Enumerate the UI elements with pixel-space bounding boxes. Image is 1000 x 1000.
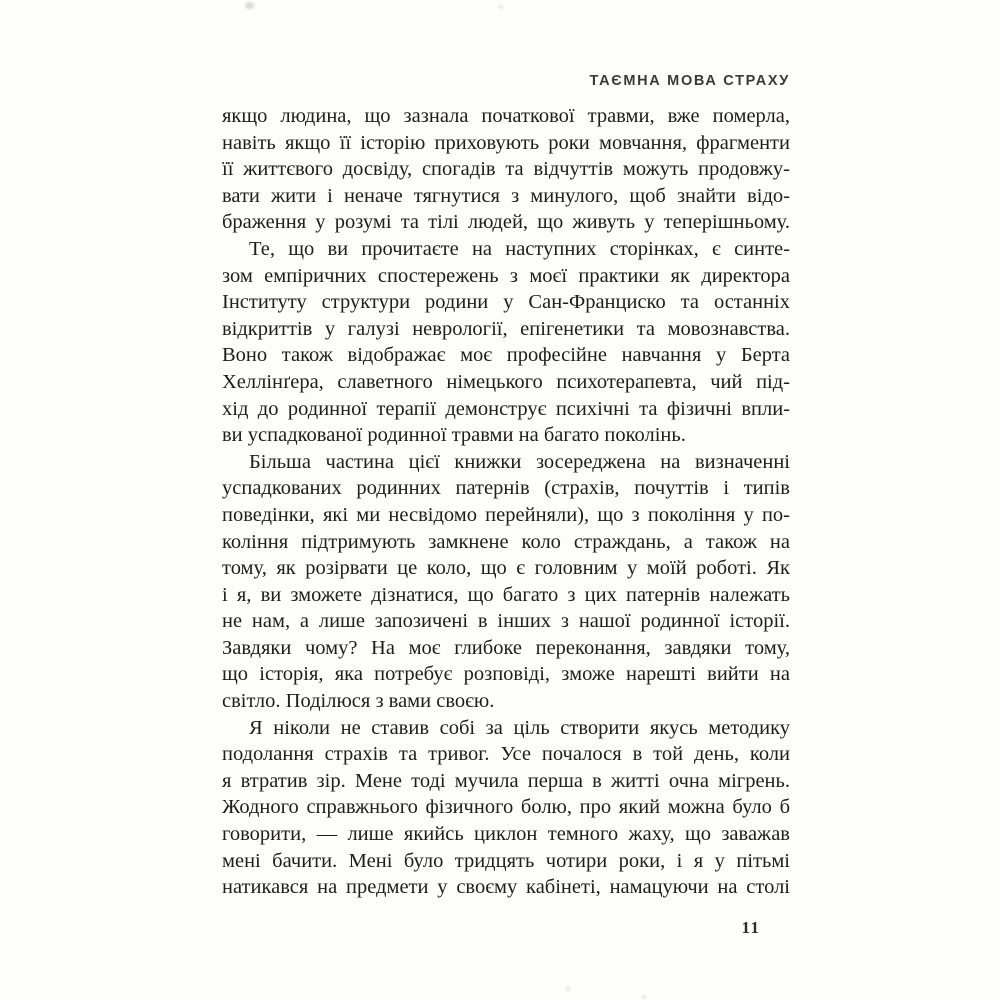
text-line: Хеллінґера, славетного німецького психотерапевта, чий під- [222, 370, 790, 393]
text-line: вати жити і неначе тягнутися з минулого, щоб знайти відо- [222, 184, 790, 207]
text-line: поведінки, які ми несвідомо перейняли), що з покоління у по- [222, 503, 790, 526]
text-line: подолання страхів та тривог. Усе почалося в той день, коли [222, 743, 790, 766]
running-header: ТАЄМНА МОВА СТРАХУ [589, 73, 790, 89]
text-line: світло. Поділюся з вами своєю. [222, 690, 495, 713]
text-line: якщо людина, що зазнала початкової травми, вже померла, [222, 105, 790, 127]
text-line: Жодного справжнього фізичного болю, про який можна було б [222, 796, 790, 819]
text-line: я втратив зір. Мене тоді мучила перша в житті очна мігрень. [222, 769, 790, 792]
scan-speck [499, 5, 503, 9]
text-line: зом емпіричних спостережень з моєї практики як директора [222, 264, 790, 287]
text-line: Воно також відображає моє професійне навчання у Берта [222, 344, 790, 367]
text-line: натикався на предмети у своєму кабінеті, намацуючи на столі [222, 876, 790, 899]
text-line: хід до родинної терапії демонструє психічні та фізичні впли- [222, 397, 790, 420]
text-line: що історія, яка потребує розповіді, зможе нарешті вийти на [222, 663, 790, 686]
scan-speck [642, 995, 646, 999]
text-line: коління підтримують замкнене коло страждань, а також на [222, 530, 790, 553]
text-line: Завдяки чому? На моє глибоке переконання, завдяки тому, [222, 636, 790, 659]
text-line: відкриттів у галузі неврології, епігенетики та мовознавства. [222, 317, 790, 340]
text-line: навіть якщо її історію приховують роки мовчання, фрагменти [222, 131, 790, 154]
text-line: Більша частина цієї книжки зосереджена на визначенні [249, 450, 790, 473]
text-line: Те, що ви прочитаєте на наступних сторінках, є синте- [249, 237, 790, 260]
text-line: Я ніколи не ставив собі за ціль створити якусь методику [249, 716, 790, 739]
text-line: не нам, а лише запозичені в інших з нашої родинної історії. [222, 610, 790, 633]
page-number: 11 [741, 918, 761, 937]
scan-speck [245, 2, 254, 9]
text-line: і я, ви зможете дізнатися, що багато з цих патернів належать [222, 583, 790, 606]
text-line: успадкованих родинних патернів (страхів, почуттів і типів [222, 477, 790, 500]
text-line: мені бачити. Мені було тридцять чотири роки, і я у пітьмі [222, 849, 790, 872]
text-line: браження у розумі та тілі людей, що живуть у теперішньому. [222, 211, 790, 234]
scan-speck [566, 987, 570, 991]
text-line: ви успадкованої родинної травми на багато поколінь. [222, 424, 686, 447]
text-line: її життєвого досвіду, спогадів та відчуттів можуть продовжу- [222, 158, 790, 181]
text-line: тому, як розірвати це коло, що є головним у моїй роботі. Як [222, 557, 790, 580]
text-line: говорити, — лише якийсь циклон темного жаху, що заважав [222, 823, 790, 846]
text-line: Інституту структури родини у Сан-Франциско та останніх [222, 291, 790, 314]
body-text [222, 103, 790, 901]
